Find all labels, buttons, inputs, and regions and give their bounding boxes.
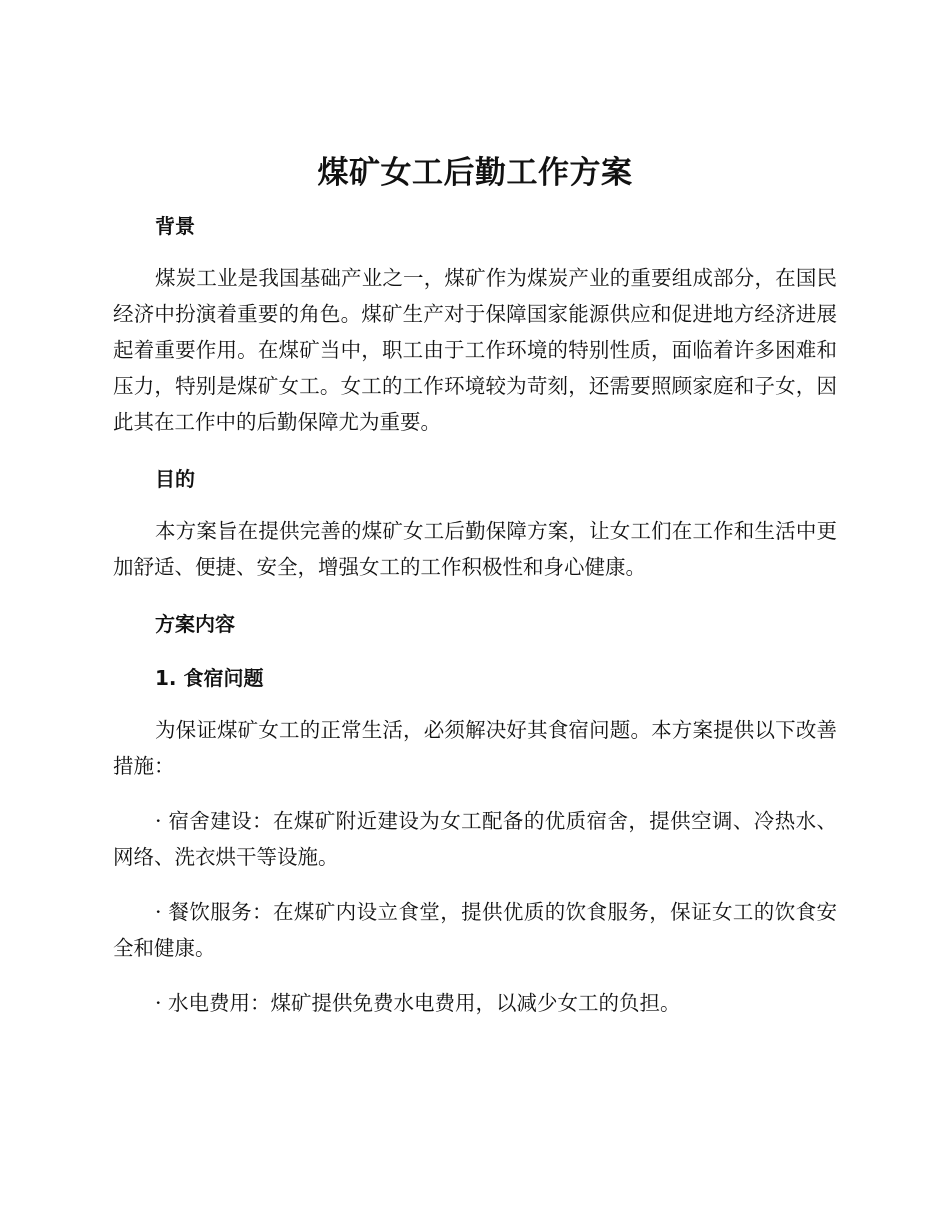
section-heading-purpose: 目的 bbox=[155, 467, 195, 491]
purpose-paragraph: 本方案旨在提供完善的煤矿女工后勤保障方案，让女工们在工作和生活中更加舒适、便捷、安全，增强女工的工作积极性和身心健康。 bbox=[113, 519, 837, 579]
section-heading-content: 方案内容 bbox=[155, 612, 235, 636]
section-heading-background: 背景 bbox=[155, 214, 195, 238]
food-housing-intro: 为保证煤矿女工的正常生活，必须解决好其食宿问题。本方案提供以下改善措施： bbox=[113, 718, 837, 778]
document-title: 煤矿女工后勤工作方案 bbox=[317, 155, 633, 191]
list-item: · 水电费用：煤矿提供免费水电费用，以减少女工的负担。 bbox=[155, 991, 681, 1015]
subsection-heading-food-housing: 1. 食宿问题 bbox=[155, 666, 264, 690]
list-item: · 餐饮服务：在煤矿内设立食堂，提供优质的饮食服务，保证女工的饮食安全和健康。 bbox=[113, 900, 837, 960]
background-paragraph: 煤炭工业是我国基础产业之一，煤矿作为煤炭产业的重要组成部分，在国民经济中扮演着重要的角色。煤矿生产对于保障国家能源供应和促进地方经济进展起着重要作用。在煤矿当中，职工由于工作环境的特别性质，面临着许多困难和压力，特别是煤矿女工。女工的工作环境较为苛刻，还需要照顾家庭和子女，因此其在工作中的后勤保障尤为重要。 bbox=[113, 266, 837, 434]
list-item: · 宿舍建设：在煤矿附近建设为女工配备的优质宿舍，提供空调、冷热水、网络、洗衣烘干等设施。 bbox=[113, 809, 837, 869]
